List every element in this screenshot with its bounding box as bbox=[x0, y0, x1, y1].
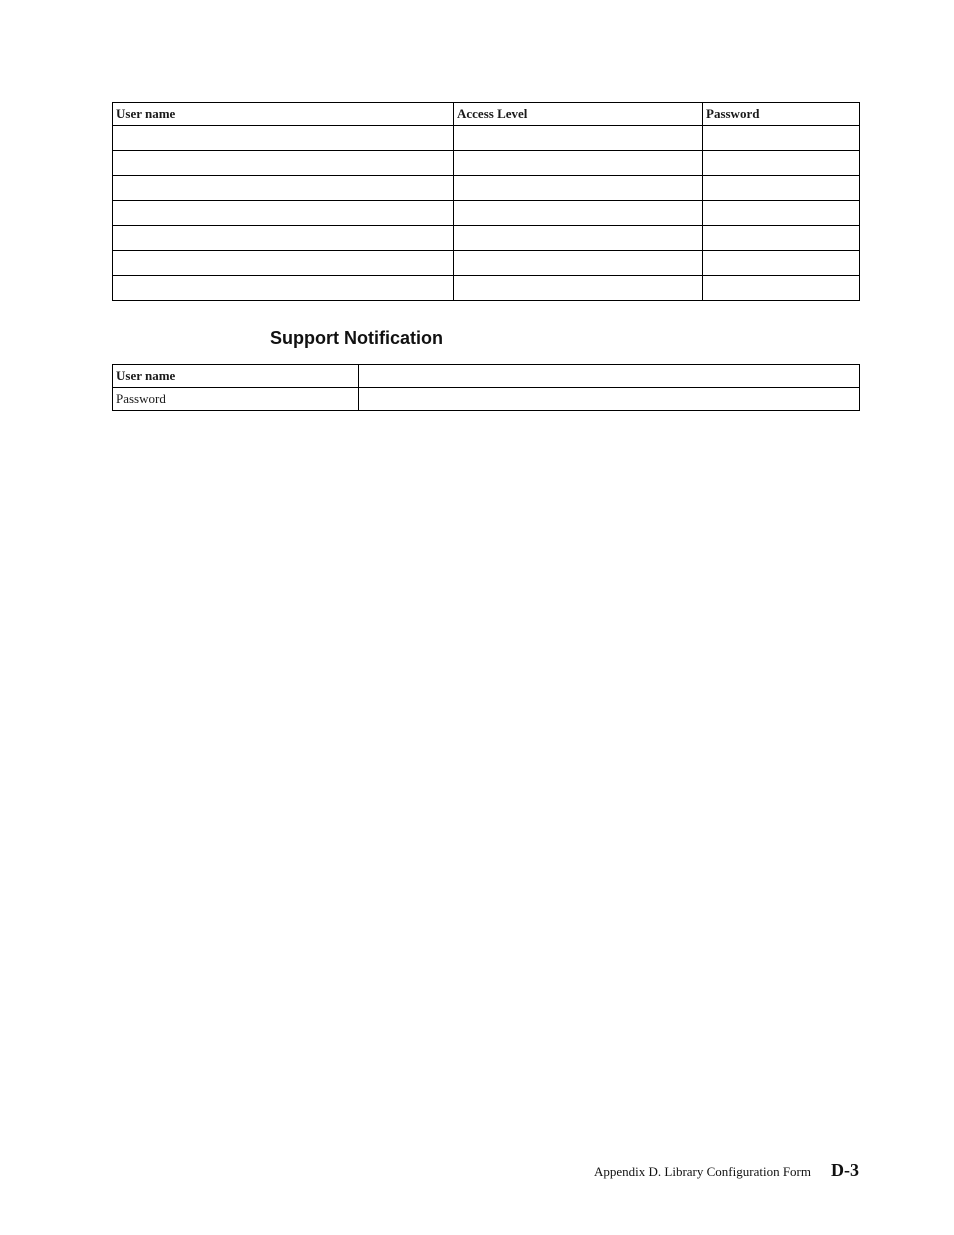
access-level-cell[interactable] bbox=[454, 276, 703, 301]
user-name-cell[interactable] bbox=[113, 151, 454, 176]
table-row bbox=[113, 388, 860, 411]
table-row bbox=[113, 276, 860, 301]
user-name-cell[interactable] bbox=[113, 126, 454, 151]
support-notification-table bbox=[112, 364, 860, 411]
users-table-header-row bbox=[113, 103, 860, 126]
password-cell[interactable] bbox=[703, 126, 860, 151]
access-level-cell[interactable] bbox=[454, 126, 703, 151]
access-level-cell[interactable] bbox=[454, 251, 703, 276]
access-level-cell[interactable] bbox=[454, 151, 703, 176]
support-user-name-label: User name bbox=[113, 365, 359, 388]
table-row bbox=[113, 251, 860, 276]
support-password-label: Password bbox=[113, 388, 359, 411]
column-header-access-level: Access Level bbox=[454, 103, 703, 126]
access-level-cell[interactable] bbox=[454, 176, 703, 201]
column-header-user-name: User name bbox=[113, 103, 454, 126]
page-number: D-3 bbox=[831, 1160, 859, 1180]
access-level-cell[interactable] bbox=[454, 226, 703, 251]
user-name-cell[interactable] bbox=[113, 226, 454, 251]
password-cell[interactable] bbox=[703, 151, 860, 176]
table-row bbox=[113, 126, 860, 151]
footer-chapter-title: Appendix D. Library Configuration Form bbox=[594, 1164, 811, 1179]
support-password-value[interactable] bbox=[359, 388, 860, 411]
password-cell[interactable] bbox=[703, 226, 860, 251]
user-name-cell[interactable] bbox=[113, 201, 454, 226]
password-cell[interactable] bbox=[703, 251, 860, 276]
access-level-cell[interactable] bbox=[454, 201, 703, 226]
password-cell[interactable] bbox=[703, 276, 860, 301]
table-row bbox=[113, 151, 860, 176]
column-header-password: Password bbox=[703, 103, 860, 126]
table-row bbox=[113, 176, 860, 201]
support-notification-heading: Support Notification bbox=[270, 328, 443, 348]
table-row bbox=[113, 226, 860, 251]
user-name-cell[interactable] bbox=[113, 251, 454, 276]
password-cell[interactable] bbox=[703, 201, 860, 226]
user-name-cell[interactable] bbox=[113, 176, 454, 201]
support-user-name-value[interactable] bbox=[359, 365, 860, 388]
user-name-cell[interactable] bbox=[113, 276, 454, 301]
table-row bbox=[113, 201, 860, 226]
password-cell[interactable] bbox=[703, 176, 860, 201]
users-table bbox=[112, 102, 860, 301]
page-footer bbox=[594, 1160, 859, 1181]
table-row bbox=[113, 365, 860, 388]
